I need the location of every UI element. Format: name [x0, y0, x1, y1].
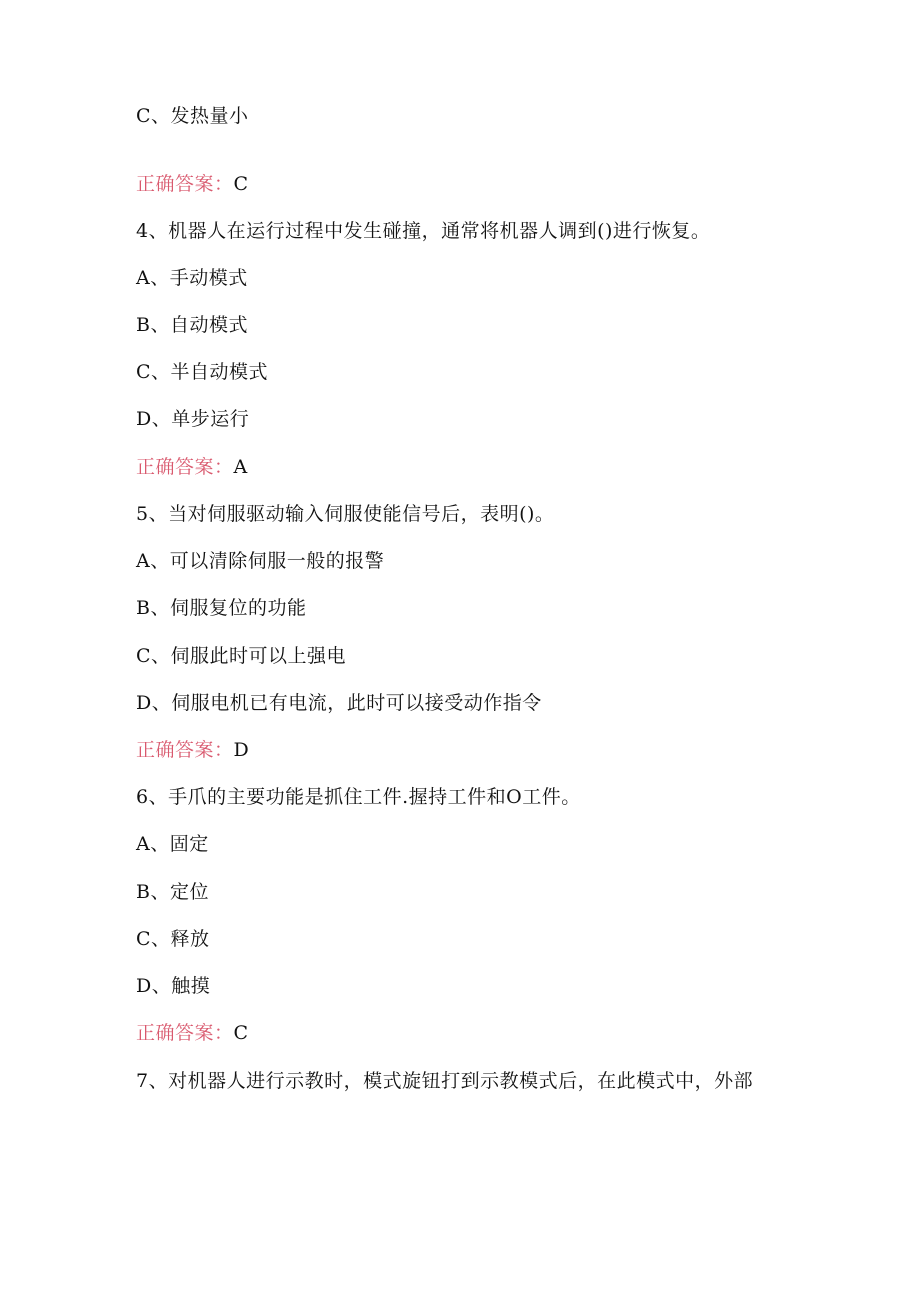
q5-answer — [136, 738, 249, 762]
answer-label: 正确答案： — [136, 739, 234, 761]
answer-value: D — [233, 739, 250, 761]
q6-option-b: B、定位 — [136, 881, 209, 903]
q6-option-c: C、释放 — [136, 928, 210, 950]
q5-option-a: A、可以清除伺服一般的报警 — [136, 550, 385, 572]
q3-answer — [136, 172, 249, 196]
q4-option-c: C、半自动模式 — [136, 361, 269, 383]
q3-option-c: C、发热量小 — [136, 105, 249, 127]
q5-question: 5、当对伺服驱动输入伺服使能信号后，表明()。 — [136, 503, 555, 525]
q6-option-d: D、触摸 — [136, 975, 211, 997]
answer-value: A — [233, 456, 248, 478]
q6-option-a: A、固定 — [136, 833, 209, 855]
q4-option-a: A、手动模式 — [136, 267, 248, 289]
answer-label: 正确答案： — [136, 456, 234, 478]
q6-question: 6、手爪的主要功能是抓住工件.握持工件和O工件。 — [136, 786, 581, 808]
q5-option-c: C、伺服此时可以上强电 — [136, 645, 347, 667]
q4-option-d: D、单步运行 — [136, 408, 250, 430]
q5-option-b: B、伺服复位的功能 — [136, 597, 307, 619]
q6-answer — [136, 1021, 249, 1045]
q4-question: 4、机器人在运行过程中发生碰撞，通常将机器人调到()进行恢复。 — [136, 220, 711, 242]
answer-value: C — [233, 1022, 249, 1044]
answer-label: 正确答案： — [136, 1022, 234, 1044]
q4-option-b: B、自动模式 — [136, 314, 248, 336]
q7-question: 7、对机器人进行示教时，模式旋钮打到示教模式后，在此模式中，外部 — [136, 1070, 754, 1092]
answer-label: 正确答案： — [136, 173, 234, 195]
answer-value: C — [233, 173, 249, 195]
q5-option-d: D、伺服电机已有电流，此时可以接受动作指令 — [136, 692, 542, 714]
q4-answer — [136, 455, 248, 479]
